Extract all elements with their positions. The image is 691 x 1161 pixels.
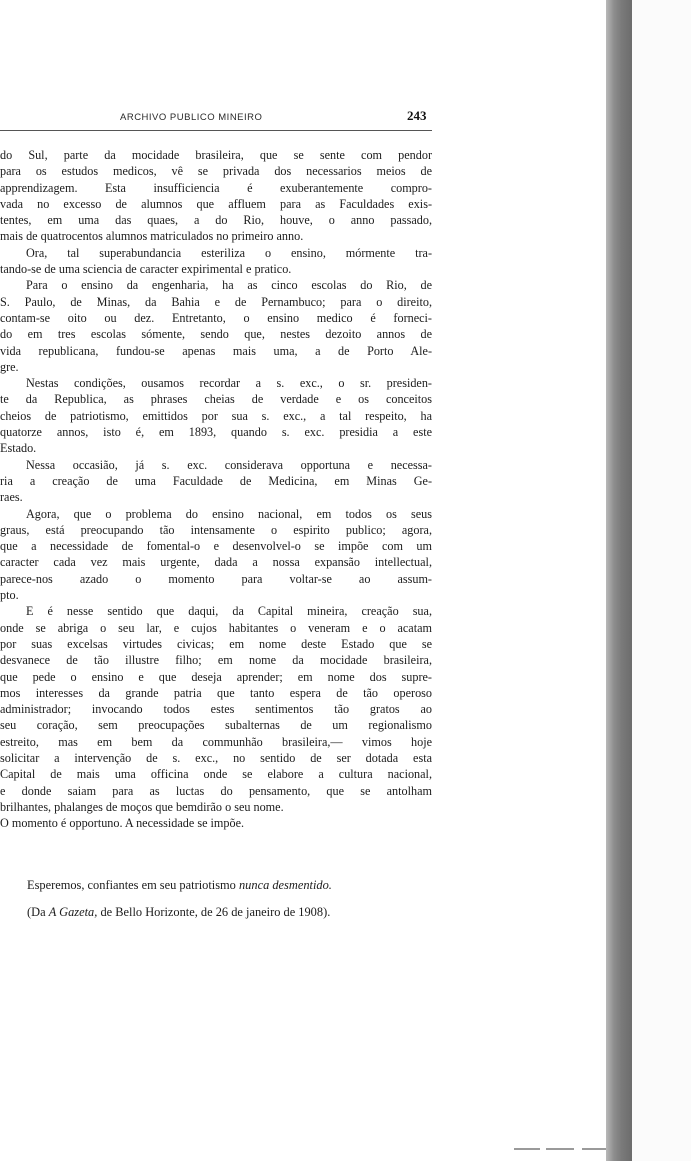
header-rule — [0, 130, 432, 131]
text-line: desvanece de tão illustre filho; em nome da mocidade brasileira, — [0, 653, 432, 668]
text-line: mais de quatrocentos alumnos matriculados no primeiro anno. — [0, 229, 304, 244]
text-line: cheios de patriotismo, emittidos por sua s. exc., a tal respeito, ha — [0, 408, 432, 423]
scan-mark — [582, 1148, 606, 1150]
text-line: E é nesse sentido que daqui, da Capital mineira, creação sua, — [26, 604, 432, 619]
text-line: vida republicana, fundou-se apenas mais uma, a de Porto Ale- — [0, 343, 432, 358]
closing-italic: nunca desmentido. — [238, 878, 332, 892]
text-line: raes. — [0, 490, 23, 505]
text-line: contam-se oito ou dez. Entretanto, o ensino medico é forneci- — [0, 310, 432, 325]
closing-line — [0, 872, 440, 899]
paragraph — [0, 277, 432, 375]
scan-mark — [514, 1148, 540, 1150]
scan-marks — [514, 1148, 610, 1151]
text-line: mos interesses da grande patria que tanto espera de tão operoso — [0, 685, 432, 700]
text-line: que a necessidade de fomental-o e desenvolvel-o se impõe com um — [0, 539, 432, 554]
text-line: apprendizagem. Esta insufficiencia é exuberantemente compro- — [0, 180, 432, 195]
text-line: administrador; invocando todos estes sentimentos tão gratos ao — [0, 702, 432, 717]
text-line: que pede o ensino e que deseja aprender; em nome dos supre- — [0, 669, 432, 684]
text-line: Estado. — [0, 441, 37, 456]
page-edge — [632, 0, 691, 1161]
article-body — [0, 147, 432, 831]
text-line: S. Paulo, de Minas, da Bahia e de Pernambuco; para o direito, — [0, 294, 432, 309]
text-line: Nestas condições, ousamos recordar a s. exc., o sr. presiden- — [26, 376, 432, 391]
text-line: Para o ensino da engenharia, ha as cinco escolas do Rio, de — [26, 278, 432, 293]
paragraph — [0, 147, 432, 245]
closing-block — [0, 872, 440, 926]
scan-mark — [546, 1148, 574, 1150]
text-line: graus, está preocupando tão intensamente o espirito publico; agora, — [0, 522, 432, 537]
text-line: Nessa occasião, já s. exc. considerava opportuna e necessa- — [26, 457, 432, 472]
closing-text: Esperemos, confiantes em seu patriotismo — [27, 878, 236, 892]
text-line: brilhantes, phalanges de moços que bemdirão o seu nome. — [0, 799, 284, 814]
text-line: quatorze annos, isto é, em 1893, quando s. exc. presidia a este — [0, 425, 432, 440]
text-line: seu coração, sem preocupações subalternas de um regionalismo — [0, 718, 432, 733]
page-header — [0, 108, 440, 128]
paragraph — [0, 457, 432, 506]
citation-details: de Bello Horizonte, de 26 de janeiro de 1908). — [100, 905, 331, 919]
text-line: ria a creação de uma Faculdade de Medicina, em Minas Ge- — [0, 473, 432, 488]
text-line: vada no excesso de alumnos que affluem para as Faculdades exis- — [0, 196, 432, 211]
paragraph — [0, 506, 432, 604]
text-line: do Sul, parte da mocidade brasileira, que se sente com pendor — [0, 148, 432, 162]
text-line: e donde saiam para as luctas do pensamento, que se antolham — [0, 783, 432, 798]
text-line: tentes, em uma das quaes, a do Rio, houve, o anno passado, — [0, 213, 432, 228]
text-line: pto. — [0, 588, 19, 603]
text-line: do em tres escolas sómente, sendo que, nestes dezoito annos de — [0, 327, 432, 342]
text-line: O momento é opportuno. A necessidade se impõe. — [0, 816, 245, 831]
text-line: Agora, que o problema do ensino nacional, em todos os seus — [26, 506, 432, 521]
text-line: estreito, mas em bem da communhão brasileira,— vimos hoje — [0, 734, 432, 749]
citation-open: (Da — [27, 905, 46, 919]
paragraph — [0, 815, 432, 831]
paragraph — [0, 375, 432, 456]
text-line: parece-nos azado o momento para voltar-se ao assum- — [0, 571, 432, 586]
running-title: ARCHIVO PUBLICO MINEIRO — [120, 112, 263, 123]
citation-newspaper: A Gazeta, — [48, 905, 98, 919]
source-citation — [0, 899, 440, 926]
text-line: para os estudos medicos, vê se privada dos necessarios meios de — [0, 164, 432, 179]
text-line: gre. — [0, 359, 19, 374]
text-line: Ora, tal superabundancia esteriliza o ensino, mórmente tra- — [26, 245, 432, 260]
text-line: onde se abriga o seu lar, e cujos habitantes o veneram e o acatam — [0, 620, 432, 635]
text-line: por suas excelsas virtudes civicas; em nome deste Estado que se — [0, 636, 432, 651]
text-line: te da Republica, as phrases cheias de verdade e os conceitos — [0, 392, 432, 407]
page-number: 243 — [407, 108, 427, 123]
paragraph — [0, 245, 432, 278]
text-line: Capital de mais uma officina onde se elabore a cultura nacional, — [0, 767, 432, 782]
paragraph — [0, 603, 432, 815]
text-line: solicitar a intervenção de s. exc., no sentido de ser dotada esta — [0, 750, 432, 765]
book-spine-shadow — [606, 0, 632, 1161]
text-line: tando-se de uma sciencia de caracter expirimental e pratico. — [0, 262, 292, 277]
text-line: caracter cada vez mais urgente, dada a nossa expansão intellectual, — [0, 555, 432, 570]
